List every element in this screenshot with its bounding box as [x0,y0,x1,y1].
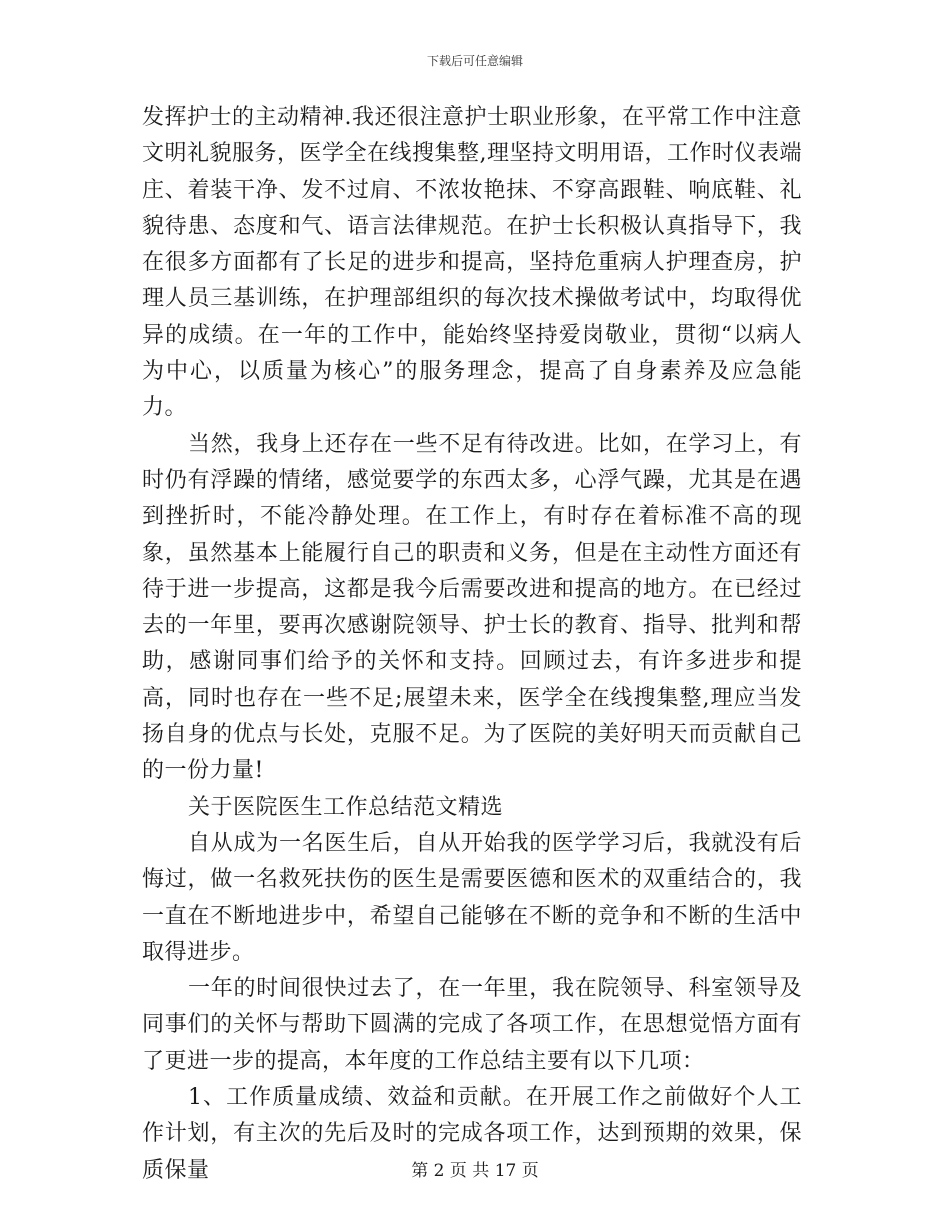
paragraph-3: 自从成为一名医生后，自从开始我的医学学习后，我就没有后悔过，做一名救死扶伤的医生是需要医德和医术的双重结合的，我一直在不断地进步中，希望自己能够在不断的竞争和不断的生活中取得进步。 [142,830,802,965]
paragraph-5: 1、工作质量成绩、效益和贡献。在开展工作之前做好个人工作计划，有主次的先后及时的完成各项工作，达到预期的效果，保质保量 [142,1085,802,1183]
page-header-note: 下载后可任意编辑 [426,54,523,68]
section-heading: 关于医院医生工作总结范文精选 [188,794,504,820]
paragraph-1: 发挥护士的主动精神.我还很注意护士职业形象，在平常工作中注意文明礼貌服务，医学全在线搜集整,理坚持文明用语，工作时仪表端庄、着装干净、发不过肩、不浓妆艳抹、不穿高跟鞋、响底鞋、礼貌待患、态度和气、语言法律规范。在护士长积极认真指导下，我在很多方面都有了长足的进步和提高，坚持危重病人护理查房，护理人员三基训练，在护理部组织的每次技术操做考试中，均取得优异的成绩。在一年的工作中，能始终坚持爱岗敬业，贯彻“以病人为中心，以质量为核心”的服务理念，提高了自身素养及应急能力。 [142,105,802,421]
page-number-footer: 第 2 页 共 17 页 [411,1161,539,1181]
paragraph-2: 当然，我身上还存在一些不足有待改进。比如，在学习上，有时仍有浮躁的情绪，感觉要学的东西太多，心浮气躁，尤其是在遇到挫折时，不能冷静处理。在工作上，有时存在着标准不高的现象，虽然基本上能履行自己的职责和义务，但是在主动性方面还有待于进一步提高，这都是我今后需要改进和提高的地方。在已经过去的一年里，要再次感谢院领导、护士长的教育、指导、批判和帮助，感谢同事们给予的关怀和支持。回顾过去，有许多进步和提高，同时也存在一些不足;展望未来，医学全在线搜集整,理应当发扬自身的优点与长处，克服不足。为了医院的美好明天而贡献自己的一份力量! [142,431,802,784]
document-body [142,100,802,1189]
paragraph-4: 一年的时间很快过去了，在一年里，我在院领导、科室领导及同事们的关怀与帮助下圆满的完成了各项工作，在思想觉悟方面有了更进一步的提高，本年度的工作总结主要有以下几项： [142,976,802,1074]
